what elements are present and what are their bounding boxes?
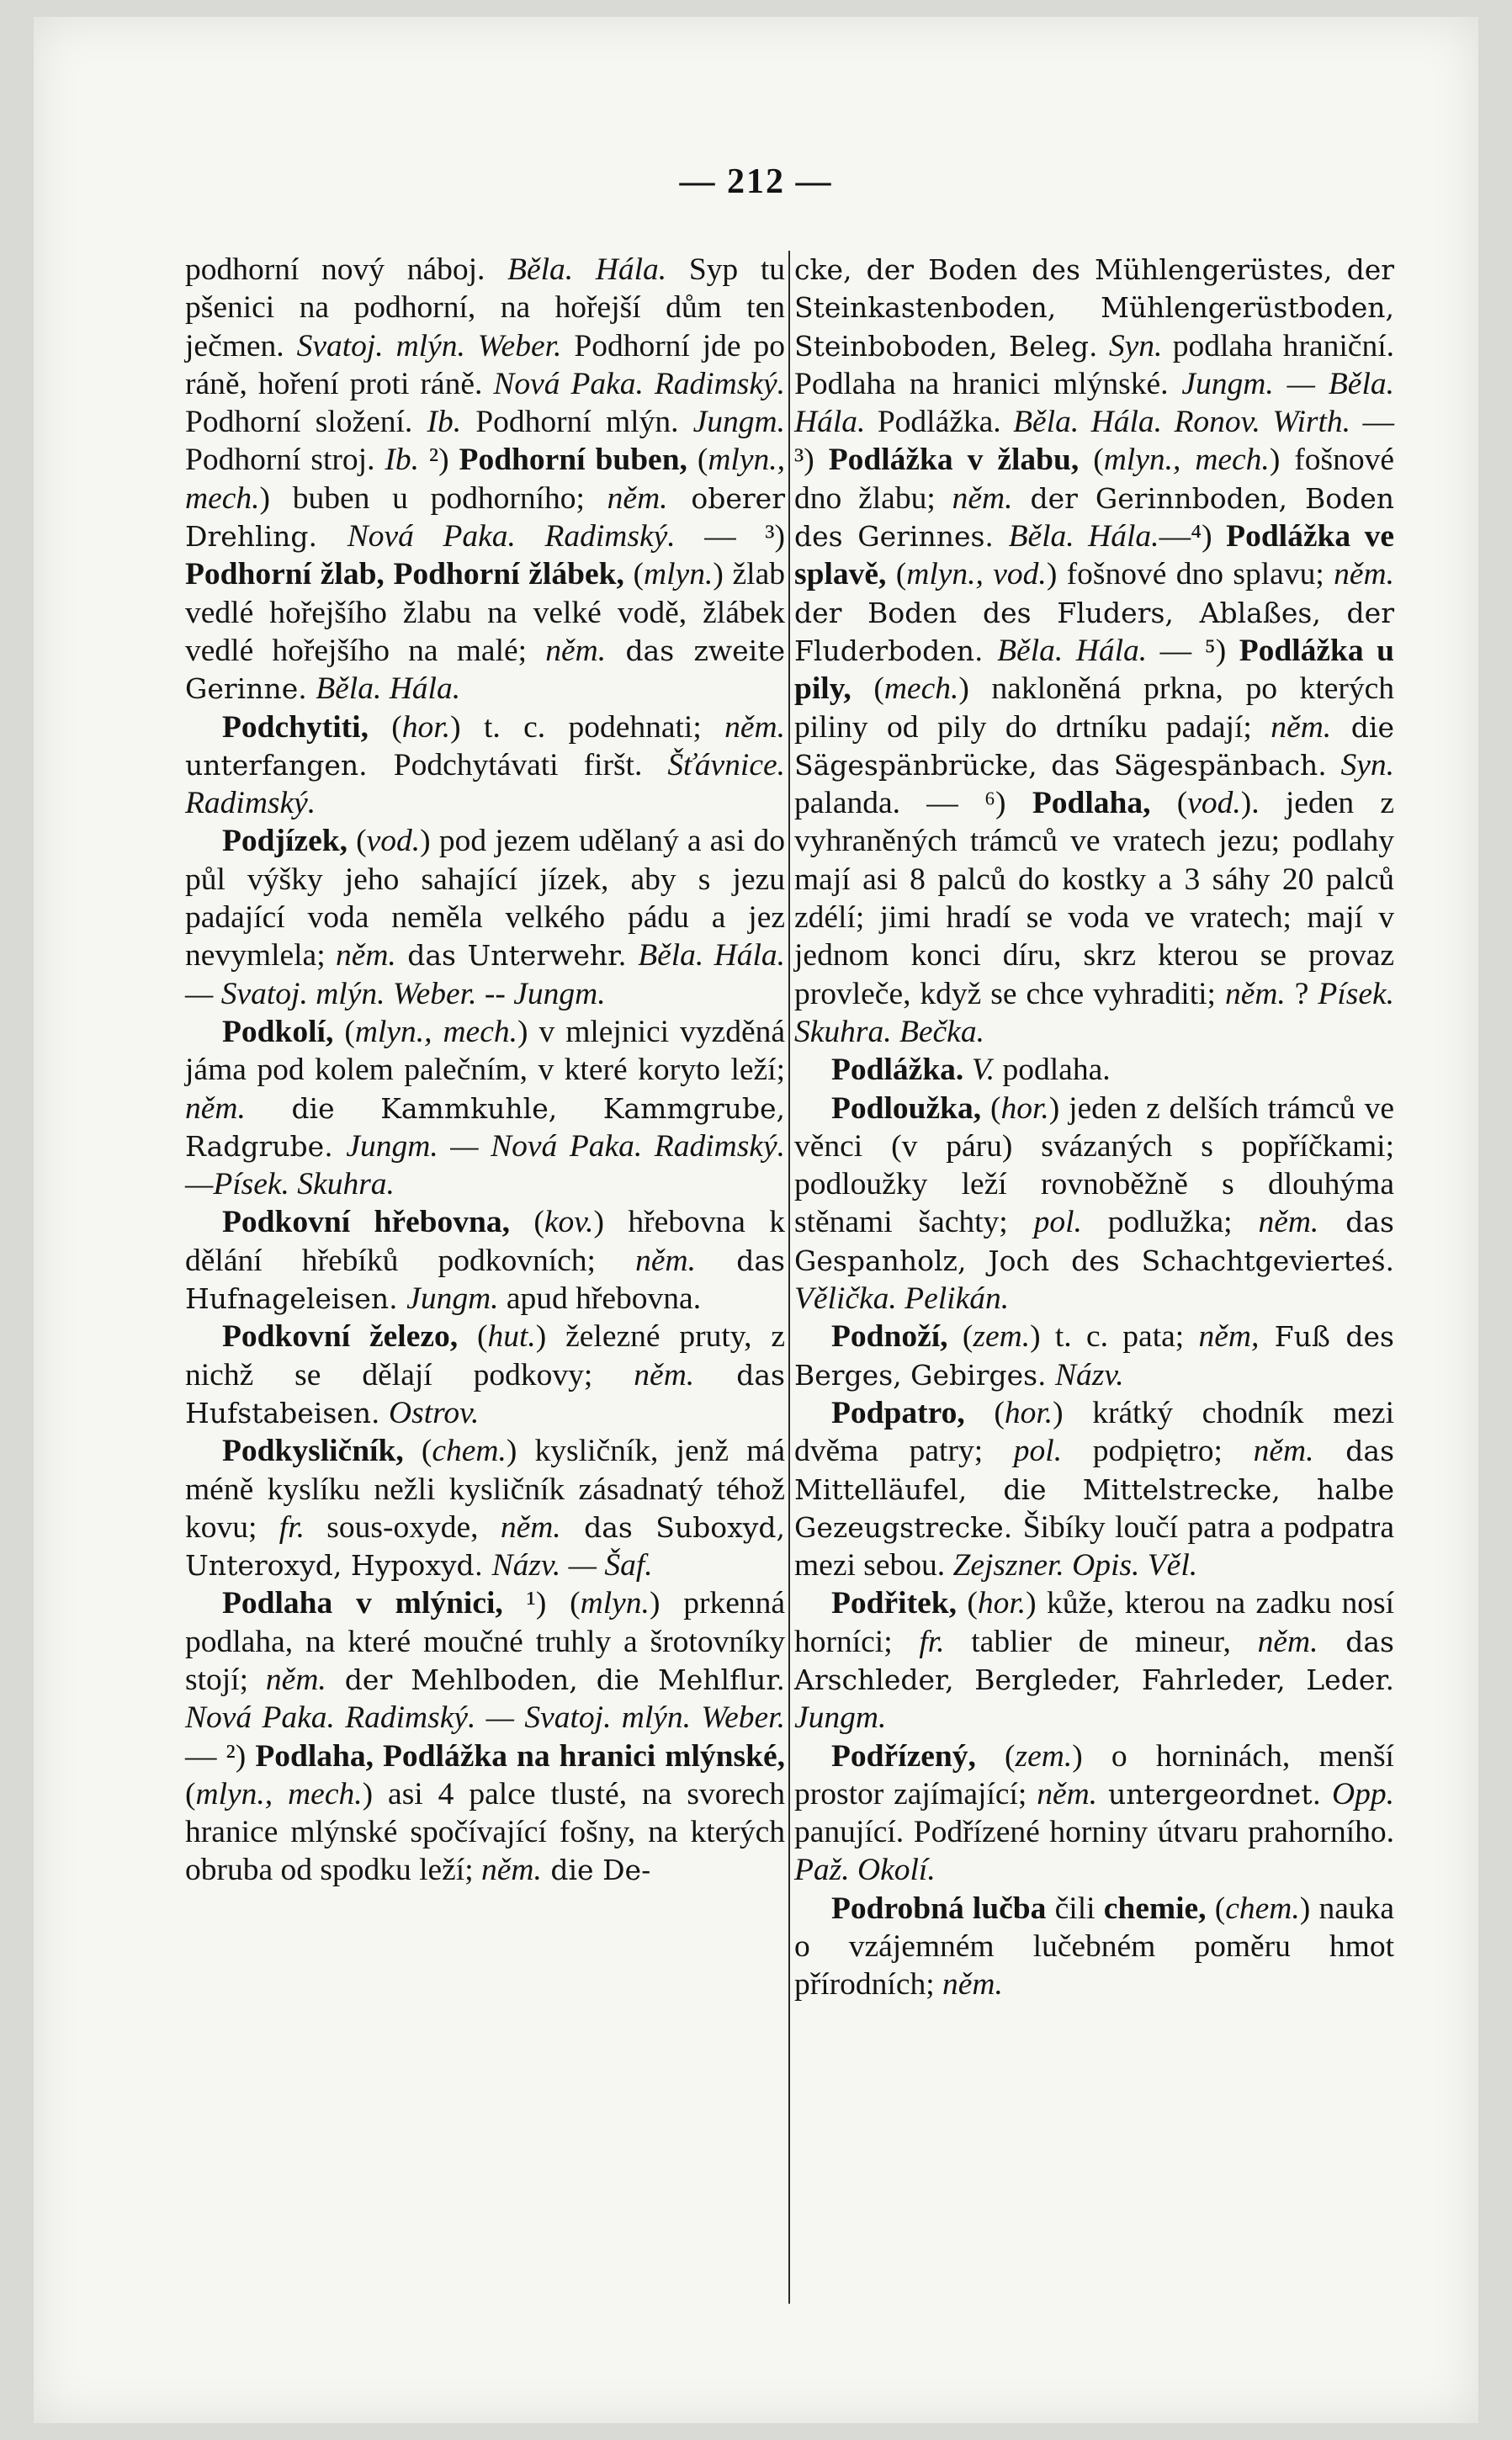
entry-headword: Podlaha, Podlážka na hranici mlýnské,: [255, 1738, 785, 1774]
entry-text: ) kůže, kterou na zadku nosí horníci;: [794, 1586, 1394, 1659]
entry-text: ) asi 4 palce tlusté, na svorech hranice mlýnské spočívající fošny, na kterých obruba od spodku leží;: [185, 1776, 785, 1888]
entry-german: untergeordnet.: [1097, 1777, 1333, 1811]
dictionary-entry: [185, 822, 785, 1012]
entry-text: (: [368, 709, 402, 745]
entry-german: das Unterwehr.: [395, 939, 639, 973]
entry-german: der Gerinnboden, Boden des Gerinnes.: [794, 481, 1394, 554]
entry-source: Nová Paka. Radimský. — Svatoj. mlýn. Weber.: [185, 1700, 785, 1736]
entry-source: fr.: [919, 1624, 945, 1659]
entry-source: Nová Paka. Radimský.: [347, 519, 676, 554]
entry-source: Svatoj. mlýn. Weber.: [296, 328, 562, 363]
entry-source: něm.: [724, 709, 785, 745]
entry-source: Názv. — Šaf.: [491, 1548, 653, 1583]
entry-source: Zejszner. Opis. Věl.: [952, 1548, 1198, 1583]
entry-source: mlyn., mech.: [195, 1776, 363, 1811]
entry-text: ) nauka o vzájemném lučebném poměru hmot přírodních;: [794, 1891, 1394, 2002]
entry-text: ¹) (: [502, 1586, 581, 1621]
entry-text: ) hřebovna k dělání hřebíků podkovních;: [185, 1205, 785, 1278]
entry-text: podpiętro;: [1062, 1434, 1254, 1469]
entry-source: něm.: [1037, 1776, 1098, 1811]
entry-source: něm.: [1253, 1434, 1314, 1469]
entry-text: (: [981, 1090, 1001, 1126]
dictionary-entry: [185, 1318, 785, 1432]
entry-german: die Kammkuhle, Kammgrube, Radgrube.: [185, 1091, 785, 1163]
entry-source: Opp.: [1332, 1776, 1394, 1811]
entry-text: ) v mlejnici vyzděná jáma pod kolem palečním, v které koryto leží;: [185, 1014, 785, 1088]
entry-source: pol.: [1013, 1434, 1063, 1469]
entry-source: Běla. Hála.: [316, 671, 461, 707]
entry-text: — ²): [185, 1738, 256, 1774]
entry-german: cke, der Boden des Mühlengerüstes, der Steinkastenboden, Mühlengerüstboden, Steinboboden, Beleg.: [794, 253, 1394, 363]
entry-source: Jungm. — Běla. Hála.: [794, 366, 1394, 440]
entry-source: Názv.: [1055, 1357, 1124, 1392]
entry-source: chem.: [1225, 1891, 1300, 1926]
entry-source: něm.: [952, 480, 1013, 516]
entry-german: oberer Drehling.: [185, 481, 785, 554]
entry-source: mlyn., vod.: [906, 557, 1047, 592]
entry-source: Paž. Okolí.: [794, 1853, 936, 1888]
entry-headword: Podjízek,: [222, 824, 347, 859]
entry-headword: Podhorní žlab, Podhorní žlábek,: [185, 557, 624, 592]
entry-source: mlyn.: [644, 557, 714, 592]
dictionary-entry: [185, 1013, 785, 1203]
entry-source: mlyn.: [580, 1586, 650, 1621]
entry-headword: Podřitek,: [831, 1586, 957, 1621]
entry-german: das Gespanholz, Joch des Schachtgevierteś.: [794, 1206, 1394, 1277]
dictionary-entry: [185, 1584, 785, 1889]
column-divider: [788, 251, 790, 2304]
entry-text: ) prkenná podlaha, na které moučné truhly a šrotovníky stojí;: [185, 1586, 786, 1697]
entry-source: něm.: [1271, 709, 1332, 745]
entry-text: — ³): [675, 519, 786, 554]
entry-headword: Podchytiti,: [222, 709, 369, 745]
entry-text: Podhorní stroj.: [185, 443, 385, 478]
entry-text: — ⁵): [1147, 633, 1239, 668]
entry-text: (: [851, 671, 884, 707]
entry-text: tablier de mineur,: [944, 1624, 1258, 1659]
entry-text: ) fošnové dno žlabu;: [794, 443, 1394, 516]
left-column: [185, 251, 785, 2405]
entry-source: něm.: [500, 1509, 561, 1545]
entry-source: fr.: [279, 1509, 305, 1545]
entry-headword: Podkovní železo,: [222, 1319, 459, 1355]
entry-source: hor.: [977, 1586, 1027, 1621]
entry-german: das zweite Gerinne.: [185, 634, 785, 706]
entry-source: V.: [971, 1053, 995, 1088]
entry-source: Šťávnice. Radimský.: [185, 747, 785, 821]
entry-source: kov.: [544, 1205, 594, 1240]
entry-german: unterfangen.: [185, 748, 394, 782]
dictionary-entry: [794, 1584, 1394, 1737]
entry-german: das Suboxyd, Unteroxyd, Hypoxyd.: [185, 1510, 786, 1583]
entry-headword: Podlaha,: [1032, 786, 1151, 821]
entry-source: Písek. Skuhra. Bečka.: [794, 976, 1394, 1049]
entry-text: (: [1079, 443, 1104, 478]
entry-text: (: [947, 1319, 974, 1355]
entry-source: Jungm.: [406, 1281, 499, 1317]
entry-text: sous-oxyde,: [304, 1509, 501, 1545]
entry-text: podlaha.: [995, 1053, 1111, 1088]
entry-headword: Podlážka u pily,: [794, 633, 1394, 707]
entry-text: Podhorní mlýn.: [461, 405, 693, 440]
entry-headword: Podlážka v žlabu,: [828, 443, 1080, 478]
entry-source: vod.: [1187, 786, 1241, 821]
entry-source: něm.: [1334, 557, 1394, 592]
dictionary-entry: [794, 1051, 1394, 1089]
entry-text: Šibíky loučí patra a podpatra mezi sebou.: [794, 1509, 1394, 1583]
entry-headword: Podkolí,: [222, 1014, 334, 1049]
entry-source: Ib.: [427, 405, 462, 440]
entry-headword: Podlážka ve splavě,: [794, 519, 1395, 592]
entry-source: něm.: [481, 1853, 542, 1888]
entry-source: hut.: [487, 1319, 536, 1355]
dictionary-page: [34, 17, 1478, 2423]
entry-text: — ³): [794, 405, 1394, 478]
entry-source: něm.: [942, 1967, 1003, 2002]
entry-headword: Podhorní buben,: [459, 443, 687, 478]
dictionary-entry: [794, 251, 1394, 1051]
entry-headword: chemie,: [1103, 1891, 1207, 1926]
entry-source: něm.: [635, 1243, 696, 1278]
entry-text: ) fošnové dno splavu;: [1046, 557, 1334, 592]
entry-source: mlyn., mech.: [185, 443, 785, 516]
entry-text: (: [687, 443, 708, 478]
entry-headword: Podlážka.: [831, 1053, 964, 1088]
entry-headword: Podloužka,: [831, 1090, 982, 1126]
entry-source: něm.: [545, 633, 607, 668]
entry-source: něm.: [185, 1090, 246, 1126]
entry-text: apud hřebovna.: [498, 1281, 702, 1317]
entry-source: něm.: [607, 480, 668, 516]
entry-source: hor.: [1004, 1395, 1053, 1430]
entry-german: das Mittelläufel, die Mittelstrecke, halbe Gezeugstrecke.: [794, 1435, 1394, 1544]
dictionary-entry: [185, 1432, 785, 1584]
entry-source: Vělička. Pelikán.: [794, 1281, 1010, 1317]
dictionary-entry: [794, 1890, 1394, 2004]
entry-source: něm.: [634, 1357, 695, 1392]
entry-text: (: [1206, 1891, 1226, 1926]
entry-source: Syn.: [1340, 747, 1394, 782]
entry-german: die De-: [541, 1854, 651, 1887]
entry-source: něm.: [265, 1662, 326, 1697]
entry-text: palanda. — ⁶): [794, 786, 1032, 821]
entry-text: (: [185, 1776, 196, 1811]
entry-text: ) krátký chodník mezi dvěma patry;: [794, 1395, 1394, 1469]
dictionary-entry: [794, 1318, 1394, 1394]
entry-german: das Arschleder, Bergleder, Fahrleder, Leder.: [794, 1625, 1394, 1696]
entry-source: něm.: [1258, 1205, 1319, 1240]
entry-headword: Podrobná lučba: [831, 1891, 1047, 1926]
entry-german: das Hufnageleisen.: [185, 1244, 785, 1316]
entry-source: mlyn., mech.: [1103, 443, 1270, 478]
entry-source: Syn.: [1108, 328, 1163, 363]
entry-source: hor.: [401, 709, 451, 745]
dictionary-entry: [185, 708, 785, 823]
dictionary-entry: [185, 1203, 785, 1318]
entry-headword: Podnoží,: [831, 1319, 948, 1355]
entry-text: Podhorní složení.: [185, 405, 427, 440]
entry-text: Podhorní jde po ráně, hoření proti ráně.: [185, 328, 785, 401]
entry-source: Běla. Hála. Ronov. Wirth.: [1013, 405, 1351, 440]
entry-source: něm.: [1257, 1624, 1318, 1659]
entry-source: hor.: [1000, 1090, 1049, 1126]
entry-source: něm.: [1224, 976, 1286, 1011]
entry-text: ) pod jezem udělaný a asi do půl výšky jeho sahající jízek, aby s jezu padající voda neměla velkého pádu a jez nevymlela;: [185, 824, 785, 973]
entry-headword: Podkovní hřebovna,: [222, 1205, 510, 1240]
entry-source: Běla. Hála.: [997, 633, 1148, 668]
entry-source: Ib.: [385, 443, 419, 478]
entry-text: (: [956, 1586, 978, 1621]
entry-text: (: [975, 1738, 1016, 1774]
entry-text: ) jeden z delších trámců ve věnci (v páru) svázaných s popříčkami; podloužky leží rovnoběžně s dlouhýma stěnami šachty;: [794, 1090, 1394, 1240]
entry-source: mlyn., mech.: [354, 1014, 517, 1049]
entry-text: (: [1150, 786, 1188, 821]
dictionary-entry: [794, 1090, 1394, 1318]
entry-text: ) žlab vedlé hořejšího žlabu na velké vodě, žlábek vedlé hořejšího na malé;: [185, 557, 785, 668]
entry-german: der Mehlboden, die Mehlflur.: [326, 1663, 785, 1696]
entry-text: panující. Podřízené horniny útvaru prahorního.: [794, 1815, 1394, 1850]
entry-source: mech.: [883, 671, 959, 707]
entry-source: Jungm.: [794, 1700, 887, 1736]
entry-text: —⁴): [1159, 519, 1227, 554]
entry-text: (: [886, 557, 907, 592]
entry-text: Podchytávati firšt.: [393, 747, 668, 782]
entry-german: das Hufstabeisen.: [185, 1358, 785, 1430]
right-column: [794, 251, 1394, 2405]
entry-text: ) železné pruty, z nichž se dělají podkovy;: [185, 1319, 786, 1392]
entry-text: Podlážka.: [865, 405, 1014, 440]
entry-german: Fuß des Berges, Gebirges.: [794, 1320, 1394, 1392]
entry-source: pol.: [1033, 1205, 1082, 1240]
entry-text: (: [347, 824, 367, 859]
dictionary-entry: [794, 1394, 1394, 1584]
entry-german: der Boden des Fluders, Ablaßes, der Fluderboden.: [794, 596, 1394, 667]
entry-text: (: [333, 1014, 355, 1049]
entry-text: Syp tu pšenici na podhorní, na hořejší dům ten ječmen.: [185, 252, 785, 363]
entry-text: (: [510, 1205, 544, 1240]
entry-source: vod.: [366, 824, 421, 859]
entry-text: ) o horninách, menší prostor zajímající;: [794, 1738, 1394, 1811]
entry-source: Běla. Hála.: [1008, 519, 1159, 554]
entry-source: chem.: [432, 1434, 507, 1469]
entry-headword: Podlaha v mlýnici,: [222, 1586, 503, 1621]
entry-text: podlužka;: [1081, 1205, 1259, 1240]
entry-text: podhorní nový náboj.: [185, 252, 508, 287]
entry-text: (: [458, 1319, 488, 1355]
entry-text: (: [403, 1434, 432, 1469]
entry-text: (: [623, 557, 645, 592]
entry-source: zem.: [1015, 1738, 1073, 1774]
entry-text: (: [964, 1395, 1005, 1430]
entry-text: ?: [1285, 976, 1318, 1011]
entry-text: čili: [1046, 1891, 1104, 1926]
entry-source: Jungm.: [692, 405, 785, 440]
page-number: — 212 —: [679, 162, 833, 201]
entry-text: podlaha hraniční. Podlaha na hranici mlýnské.: [794, 328, 1394, 401]
entry-source: něm.: [335, 938, 396, 973]
dictionary-entry: [185, 251, 785, 708]
entry-headword: Podkysličník,: [222, 1434, 404, 1469]
entry-text: ). jeden z vyhraněných trámců ve vratech jezu; podlahy mají asi 8 palců do kostky a 3 sáhy 20 palců zdélí; jimi hradí se voda ve vratech; mají v jednom konci díru, skrz kterou se provaz provleče, když se chce vyhraditi;: [794, 786, 1394, 1011]
entry-source: Běla. Hála.: [507, 252, 667, 287]
entry-text: ) buben u podhorního;: [259, 480, 607, 516]
entry-text: ) kysličník, jenž má méně kyslíku nežli kysličník zásadnatý téhož kovu;: [185, 1434, 785, 1545]
entry-german: die Sägespänbrücke, das Sägespänbach.: [794, 710, 1394, 782]
entry-text: ) t. c. pata;: [1030, 1319, 1199, 1355]
entry-source: Nová Paka. Radimský.: [493, 366, 785, 401]
entry-headword: Podřízený,: [831, 1738, 976, 1774]
entry-text: [963, 1053, 971, 1087]
dictionary-entry: [794, 1737, 1394, 1890]
entry-source: zem.: [973, 1319, 1031, 1355]
entry-source: Ostrov.: [389, 1395, 480, 1430]
entry-source: Jungm. — Nová Paka. Radimský. —Písek. Skuhra.: [185, 1128, 785, 1202]
entry-source: Běla. Hála. — Svatoj. mlýn. Weber. -- Jungm.: [185, 938, 785, 1011]
entry-text: ²): [419, 443, 459, 478]
entry-text: ) t. c. podehnati;: [450, 709, 725, 745]
entry-headword: Podpatro,: [831, 1395, 965, 1430]
entry-source: něm,: [1198, 1319, 1260, 1355]
entry-text: ) nakloněná prkna, po kterých piliny od pily do drtníku padají;: [794, 671, 1394, 745]
